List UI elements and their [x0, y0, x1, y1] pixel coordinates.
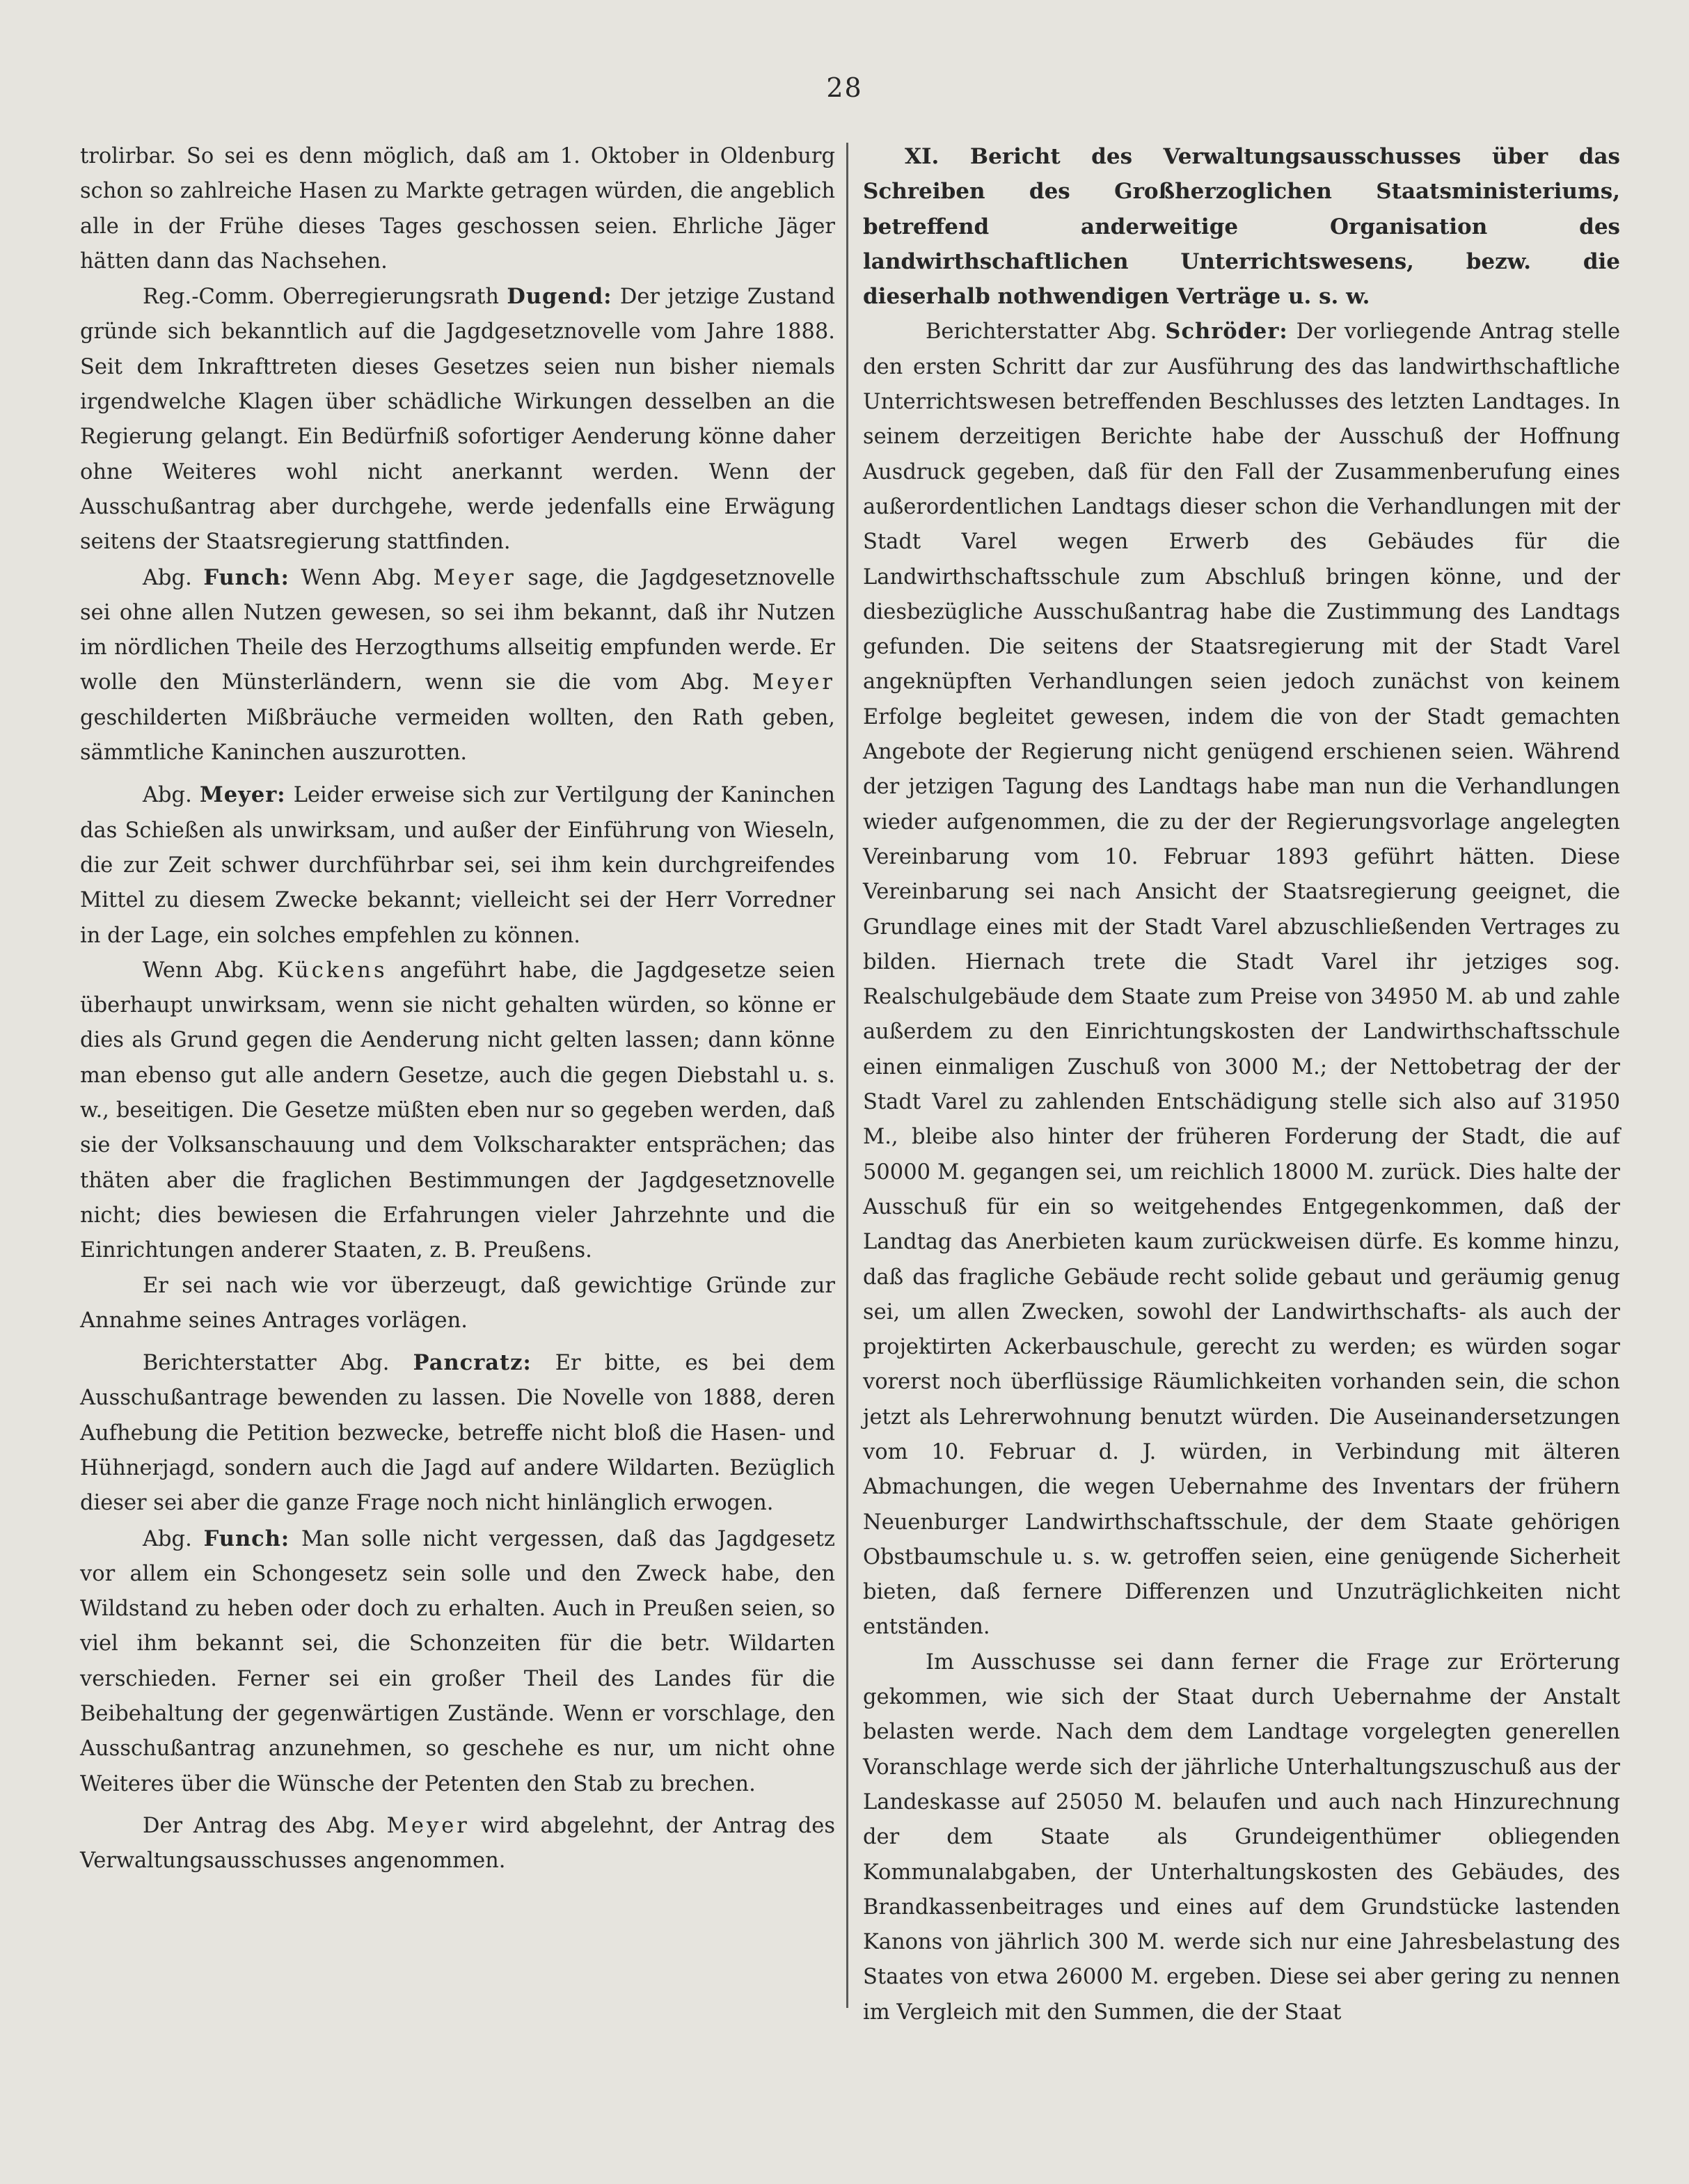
paragraph-text: Man solle nicht vergessen, daß das Jagdgesetz vor allem ein Schongesetz sein solle und den Zweck habe, den Wildstand zu heben oder doch zu erhalten. Auch in Preußen seien, so viel ihm bekannt sei, die Schonzeiten für die betr. Wildarten verschieden. Ferner sei ein großer Theil des Landes für die Beibehaltung der gegenwärtigen Zustände. Wenn er vorschlage, den Ausschußantrag anzunehmen, so geschehe es nur, um nicht ohne Weiteres über die Wünsche der Petenten den Stab zu brechen. [80, 1526, 835, 1796]
left-column [80, 139, 835, 1879]
spaced-name: Kückens [276, 958, 388, 983]
paragraph-text: sage, die Jagdgesetznovelle sei ohne allen Nutzen gewesen, so sei ihm bekannt, daß ihr Nutzen im nördlichen Theile des Herzogthums allseitig empfunden werde. Er wolle den Münsterländern, wenn sie die vom Abg. [80, 565, 835, 695]
spaced-name: Meyer [433, 565, 516, 590]
paragraph-text: Leider erweise sich zur Vertilgung der Kaninchen das Schießen als unwirksam, und außer der Einführung von Wieseln, die zur Zeit schwer durchführbar sei, sei ihm kein durchgreifendes Mittel zu diesem Zwecke bekannt; vielleicht sei der Herr Vorredner in der Lage, ein solches empfehlen zu können. [80, 783, 836, 948]
column-divider [846, 143, 848, 2008]
speaker-name: Dugend: [507, 284, 612, 310]
paragraph: Er sei nach wie vor überzeugt, daß gewichtige Gründe zur Annahme seines Antrages vorlägen. [80, 1273, 835, 1333]
paragraph-text: Der Antrag des Abg. [143, 1813, 376, 1838]
paragraph [80, 777, 835, 953]
speaker-name: Schröder: [1165, 319, 1288, 345]
spaced-name: Meyer [386, 1813, 470, 1838]
paragraph [80, 953, 835, 1269]
paragraph: trolirbar. So sei es denn möglich, daß am 1. Oktober in Oldenburg schon so zahlreiche Hasen zu Markte getragen würden, die angeblich alle in der Frühe dieses Tages geschossen seien. Ehrliche Jäger hätten dann das Nachsehen. [80, 144, 835, 274]
speaker-role: Abg. [143, 1526, 192, 1551]
paragraph-text: Wenn Abg. [301, 565, 422, 590]
page-number: 28 [826, 72, 863, 103]
paragraph-text: Wenn Abg. [143, 958, 264, 983]
paragraph-text: Er bitte, es bei dem Ausschußantrage bewenden zu lassen. Die Novelle von 1888, deren Aufhebung die Petition bezwecke, betreffe nicht bloß die Hasen- und Hühnerjagd, sondern auch die Jagd auf andere Wildarten. Bezüglich dieser sei aber die ganze Frage noch nicht hinlänglich erwogen. [80, 1351, 835, 1516]
spaced-name: Meyer [752, 670, 835, 695]
speaker-name: Pancratz: [413, 1350, 532, 1376]
paragraph-text: angeführt habe, die Jagdgesetze seien überhaupt unwirksam, wenn sie nicht gehalten würden, so könne er dies als Grund gegen die Aenderung nicht gelten lassen; dann könne man ebenso gut alle andern Gesetze, auch die gegen Diebstahl u. s. w., beseitigen. Die Gesetze müßten eben nur so gegeben werden, daß sie der Volksanschauung und dem Volkscharakter entsprächen; das thäten aber die fraglichen Bestimmungen der Jagdgesetznovelle nicht; dies bewiesen die Erfahrungen vieler Jahrzehnte und die Einrichtungen anderer Staaten, z. B. Preußens. [80, 958, 835, 1263]
section-heading: XI. Bericht des Verwaltungsausschusses über das Schreiben des Großherzoglichen Staatsministeriums, betreffend anderweitige Organisation des landwirthschaftlichen Unterrichtswesens, bezw. die dieserhalb nothwendigen Verträge u. s. w. [863, 144, 1620, 310]
paragraph [80, 1809, 835, 1879]
speaker-role: Abg. [143, 783, 192, 808]
paragraph: Im Ausschusse sei dann ferner die Frage zur Erörterung gekommen, wie sich der Staat durch Uebernahme der Anstalt belasten werde. Nach dem dem Landtage vorgelegten generellen Voranschlage werde sich der jährliche Unterhaltungszuschuß aus der Landeskasse auf 25050 M. belaufen und auch nach Hinzurechnung der dem Staate als Grundeigenthümer obliegenden Kommunalabgaben, der Unterhaltungskosten des Gebäudes, des Brandkassenbeitrages und eines auf dem Grundstücke lastenden Kanons von jährlich 300 M. werde sich nur eine Jahresbelastung des Staates von etwa 26000 M. ergeben. Diese sei aber gering zu nennen im Vergleich mit den Summen, die der Staat [863, 1649, 1620, 2025]
paragraph-text: Der jetzige Zustand gründe sich bekanntlich auf die Jagdgesetznovelle vom Jahre 1888. Seit dem Inkrafttreten dieses Gesetzes seien nun bisher niemals irgendwelche Klagen über schädliche Wirkungen desselben an die Regierung gelangt. Ein Bedürfniß sofortiger Aenderung könne daher ohne Weiteres wohl nicht anerkannt werden. Wenn der Ausschußantrag aber durchgehe, werde jedenfalls eine Erwägung seitens der Staatsregierung stattfinden. [80, 285, 835, 555]
paragraph-text: Der vorliegende Antrag stelle den ersten Schritt dar zur Ausführung des das landwirthschaftliche Unterrichtswesen betreffenden Beschlusses des letzten Landtages. In seinem derzeitigen Berichte habe der Ausschuß der Hoffnung Ausdruck gegeben, daß für den Fall der Zusammenberufung eines außerordentlichen Landtags dieser schon die Verhandlungen mit der Stadt Varel wegen Erwerb des Gebäudes für die Landwirthschaftsschule zum Abschluß bringen könne, und der diesbezügliche Ausschußantrag habe die Zustimmung des Landtags gefunden. Die seitens der Staatsregierung mit der Stadt Varel angeknüpften Verhandlungen seien jedoch zunächst von keinem Erfolge begleitet gewesen, indem die von der Stadt gemachten Angebote der Regierung nicht genügend erschienen seien. Während der jetzigen Tagung des Landtags habe man nun die Verhandlungen wieder aufgenommen, die zu der der Regierungsvorlage angelegten Vereinbarung vom 10. Februar 1893 geführt hätten. Diese Vereinbarung sei nach Ansicht der Staatsregierung geeignet, die Grundlage eines mit der Stadt Varel abzuschließenden Vertrages zu bilden. Hiernach trete die Stadt Varel ihr jetziges sog. Realschulgebäude dem Staate zum Preise von 34950 M. ab und zahle außerdem zu den Einrichtungskosten der Landwirthschaftsschule einen einmaligen Zuschuß von 3000 M.; der Nettobetrag der der Stadt Varel zu zahlenden Entschädigung stelle sich also auf 31950 M., bleibe also hinter der früheren Forderung der Stadt, die auf 50000 M. gegangen sei, um reichlich 18000 M. zurück. Dies halte der Ausschuß für ein so weitgehendes Entgegenkommen, daß der Landtag das Anerbieten kaum zurückweisen dürfe. Es komme hinzu, daß das fragliche Gebäude recht solide gebaut und geräumig genug sei, um allen Zwecken, sowohl der Landwirthschafts- als auch der projektirten Ackerbauschule, gerecht zu werden; es würden sogar vorerst noch überflüssige Räumlichkeiten vorhanden sein, die schon jetzt als Lehrerwohnung benutzt würden. Die Auseinandersetzungen vom 10. Februar d. J. würden, in Verbindung mit älteren Abmachungen, die wegen Uebernahme des Inventars der frühern Neuenburger Landwirthschaftsschule, der dem Staate gehörigen Obstbaumschule u. s. w. getroffen seien, eine genügende Sicherheit bieten, daß fernere Differenzen und Unzuträglichkeiten nicht entständen. [863, 319, 1620, 1640]
speaker-name: Meyer: [199, 782, 286, 808]
speaker-name: Funch: [203, 1526, 290, 1551]
paragraph [80, 1345, 835, 1521]
paragraph [80, 279, 835, 560]
paragraph [863, 314, 1620, 1645]
paragraph-text: geschilderten Mißbräuche vermeiden wollten, den Rath geben, sämmtliche Kaninchen auszurotten. [80, 705, 835, 766]
speaker-name: Funch: [203, 564, 290, 590]
speaker-role: Berichterstatter Abg. [143, 1351, 390, 1376]
paragraph [80, 560, 835, 771]
paragraph [80, 1521, 835, 1802]
speaker-role: Berichterstatter Abg. [926, 319, 1157, 345]
right-column [863, 139, 1620, 2030]
speaker-role: Reg.-Comm. Oberregierungsrath [143, 285, 499, 310]
speaker-role: Abg. [143, 565, 192, 590]
paragraph-text: wird abgelehnt, der Antrag des Verwaltungsausschusses angenommen. [80, 1813, 835, 1874]
